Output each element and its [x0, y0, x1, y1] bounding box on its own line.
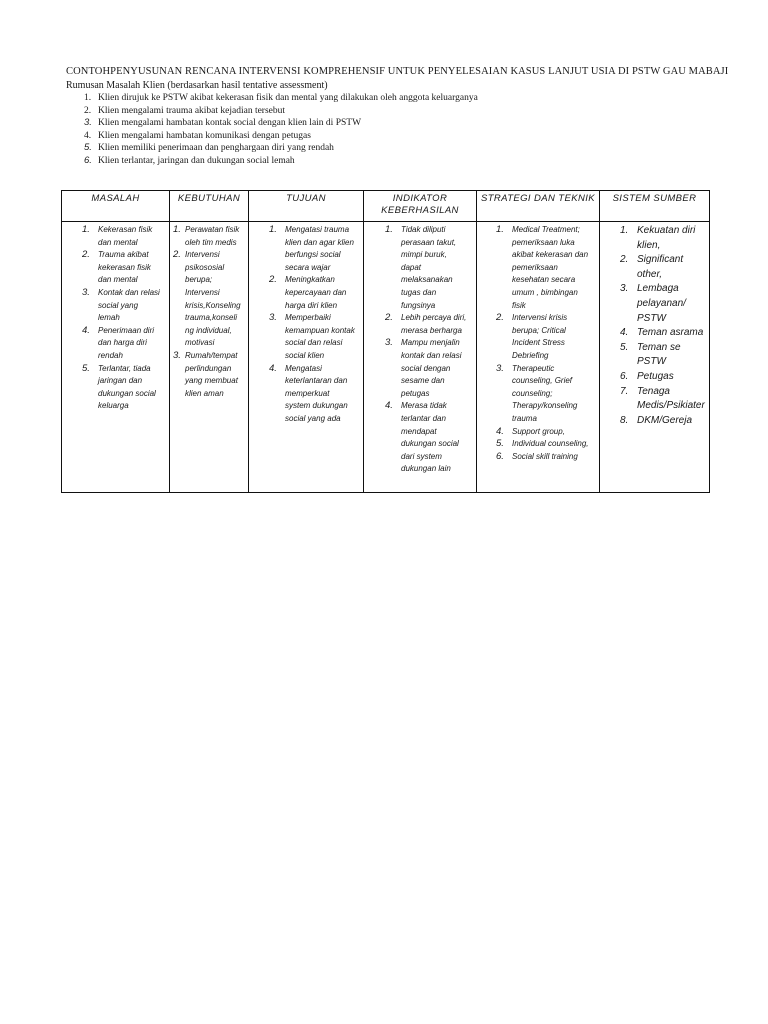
item-line: Individual counseling, — [512, 439, 589, 449]
item-line: social klien — [285, 350, 325, 360]
problem-item — [84, 105, 478, 118]
item-line: Incident Stress — [512, 338, 565, 348]
item-line: akibat kekerasan dan — [512, 250, 589, 260]
item-line: Kontak dan relasi — [98, 287, 160, 297]
item-line: dukungan lain — [401, 464, 451, 474]
item-line: Tidak diliputi — [401, 225, 446, 234]
item-number: 2. — [269, 274, 277, 286]
item-line: pemeriksaan luka — [512, 237, 575, 247]
item-line: kemampuan kontak — [285, 325, 355, 335]
problem-text: Klien mengalami hambatan kontak social dengan klien lain di PSTW — [98, 118, 362, 129]
item-number: 4. — [269, 362, 277, 374]
problem-text: Klien mengalami trauma akibat kejadian tersebut — [98, 105, 286, 116]
item-number: 4. — [385, 400, 393, 412]
item-number: 5. — [496, 438, 504, 450]
document-subtitle: Rumusan Masalah Klien (berdasarkan hasil tentative assessment) — [66, 80, 328, 91]
problem-text: Klien memiliki penerimaan dan penghargaan diri yang rendah — [98, 143, 334, 154]
list-item — [600, 253, 709, 282]
item-line: petugas — [401, 388, 430, 398]
item-number: 8. — [620, 414, 629, 426]
item-line: kekerasan fisik — [98, 262, 151, 272]
header-kebutuhan: KEBUTUHAN — [170, 191, 249, 222]
item-number: 4. — [496, 425, 504, 437]
item-line: kesehatan secara — [512, 275, 576, 285]
problem-number: 3. — [84, 117, 92, 129]
list-item — [600, 224, 709, 253]
item-line: Kekerasan fisik — [98, 225, 153, 234]
item-line: Medis/Psikiater — [637, 400, 705, 412]
list-item — [600, 385, 709, 414]
item-line: Debriefing — [512, 350, 549, 360]
problem-number: 5. — [84, 142, 92, 154]
item-line: dan harga diri — [98, 338, 147, 348]
item-line: berfungsi social — [285, 250, 341, 260]
item-line: klien, — [637, 239, 661, 251]
list-item — [364, 400, 476, 476]
item-number: 1. — [620, 225, 629, 236]
list-item — [600, 282, 709, 326]
item-line: Social skill training — [512, 451, 578, 461]
problem-list — [84, 92, 478, 168]
item-line: DKM/Gereja — [637, 414, 693, 426]
item-line: Trauma akibat — [98, 250, 149, 260]
problem-number: 1. — [84, 93, 92, 103]
item-line: Lebih percaya diri, — [401, 313, 467, 323]
list-item — [170, 249, 248, 350]
item-line: psikososial — [185, 262, 225, 272]
item-number: 2. — [620, 254, 629, 266]
item-line: Perawatan fisik — [185, 225, 240, 234]
item-line: dukungan social — [98, 388, 156, 398]
item-line: Teman se — [637, 341, 681, 353]
item-line: ng individual, — [185, 325, 232, 335]
item-number: 1. — [385, 224, 393, 235]
item-line: umum , bimbingan — [512, 287, 578, 297]
list-item — [249, 363, 363, 426]
item-number: 1. — [173, 224, 181, 235]
header-strategi: STRATEGI DAN TEKNIK — [477, 191, 600, 222]
item-line: counseling, Grief — [512, 376, 573, 386]
item-line: berupa; Critical — [512, 325, 566, 335]
item-line: klien aman — [185, 388, 224, 398]
item-line: pelayanan/ — [637, 297, 686, 309]
item-line: kontak dan relasi — [401, 350, 462, 360]
item-line: Intervensi — [185, 287, 220, 297]
item-line: Meningkatkan — [285, 275, 335, 285]
item-line: yang membuat — [185, 376, 238, 386]
item-number: 4. — [82, 324, 90, 336]
item-line: social dengan — [401, 363, 451, 373]
item-line: Kekuatan diri — [637, 225, 696, 236]
table-header-row — [62, 191, 710, 222]
header-tujuan: TUJUAN — [249, 191, 364, 222]
item-line: fungsinya — [401, 300, 436, 310]
item-line: pemeriksaan — [512, 262, 558, 272]
item-number: 7. — [620, 385, 629, 397]
problem-number: 2. — [84, 105, 92, 116]
item-line: Terlantar, tiada — [98, 363, 151, 373]
item-line: terlantar dan — [401, 413, 446, 423]
item-line: dapat — [401, 262, 422, 272]
item-number: 5. — [82, 362, 90, 374]
list-item — [364, 312, 476, 337]
item-line: harga diri klien — [285, 300, 338, 310]
item-line: Therapeutic — [512, 363, 555, 373]
list-item — [170, 224, 248, 249]
item-line: PSTW — [637, 356, 666, 368]
item-number: 3. — [496, 362, 504, 374]
list-item — [600, 341, 709, 370]
problem-text: Klien dirujuk ke PSTW akibat kekerasan fisik dan mental yang dilakukan oleh anggota keluarganya — [98, 93, 478, 103]
item-line: dari system — [401, 451, 442, 461]
item-line: jaringan dan — [98, 376, 143, 386]
cell-kebutuhan — [170, 222, 249, 493]
item-number: 3. — [82, 286, 90, 298]
list-item — [477, 451, 599, 464]
item-line: social yang — [98, 300, 139, 310]
item-line: Mampu menjalin — [401, 338, 460, 348]
item-line: oleh tim medis — [185, 237, 237, 247]
cell-masalah — [62, 222, 170, 493]
item-number: 1. — [269, 224, 277, 235]
item-line: Intervensi krisis — [512, 313, 568, 323]
item-line: krisis,Konseling — [185, 300, 241, 310]
item-line: Therapy/konseling — [512, 401, 578, 411]
item-number: 2. — [385, 312, 393, 324]
item-number: 2. — [82, 249, 90, 261]
document-title: CONTOHPENYUSUNAN RENCANA INTERVENSI KOMPREHENSIF UNTUK PENYELESAIAN KASUS LANJUT USIA DI PSTW GAU MABAJI — [66, 66, 729, 77]
item-line: Memperbaiki — [285, 313, 331, 323]
list-item — [249, 274, 363, 312]
problem-text: Klien terlantar, jaringan dan dukungan social lemah — [98, 155, 295, 166]
item-line: Merasa tidak — [401, 401, 447, 411]
item-line: rendah — [98, 350, 123, 360]
list-item — [62, 363, 169, 413]
item-number: 1. — [82, 224, 90, 235]
list-item — [249, 312, 363, 362]
list-item — [600, 414, 709, 429]
list-item — [477, 438, 599, 451]
item-number: 3. — [173, 349, 181, 361]
item-line: motivasi — [185, 338, 215, 348]
header-sistem-sumber: SISTEM SUMBER — [600, 191, 710, 222]
header-indikator: INDIKATOR KEBERHASILAN — [364, 191, 477, 222]
list-item — [249, 224, 363, 274]
item-line: merasa berharga — [401, 325, 462, 335]
item-number: 6. — [620, 370, 629, 382]
cell-sistem-sumber — [600, 222, 710, 493]
problem-item — [84, 142, 478, 155]
item-line: Tenaga — [637, 385, 670, 397]
list-item — [477, 426, 599, 439]
intervention-table — [61, 190, 710, 493]
list-item — [600, 326, 709, 341]
item-line: tugas dan — [401, 287, 437, 297]
item-line: dukungan social — [401, 439, 459, 449]
item-line: social yang ada — [285, 413, 341, 423]
item-line: keluarga — [98, 401, 129, 411]
item-line: Mengatasi trauma — [285, 225, 350, 234]
list-item — [600, 370, 709, 385]
cell-indikator — [364, 222, 477, 493]
item-line: trauma — [512, 413, 537, 423]
item-line: perlindungan — [185, 363, 232, 373]
header-masalah: MASALAH — [62, 191, 170, 222]
list-item — [170, 350, 248, 400]
item-line: Mengatasi — [285, 363, 322, 373]
item-line: berupa; — [185, 275, 213, 285]
item-line: mendapat — [401, 426, 437, 436]
problem-item — [84, 155, 478, 168]
item-line: klien dan agar klien — [285, 237, 354, 247]
item-line: Rumah/tempat — [185, 350, 238, 360]
list-item — [477, 224, 599, 312]
list-item — [62, 249, 169, 287]
list-item — [477, 363, 599, 426]
item-number: 5. — [620, 341, 629, 353]
list-item — [62, 287, 169, 325]
item-line: sesame dan — [401, 376, 445, 386]
item-line: counseling; — [512, 388, 553, 398]
list-item — [62, 325, 169, 363]
problem-item — [84, 92, 478, 105]
list-item — [62, 224, 169, 249]
item-number: 1. — [496, 224, 504, 235]
problem-number: 4. — [84, 130, 92, 141]
item-line: perasaan takut, — [401, 237, 457, 247]
item-line: trauma,konseli — [185, 313, 238, 323]
list-item — [364, 337, 476, 400]
item-line: Intervensi — [185, 250, 220, 260]
item-line: Petugas — [637, 370, 674, 382]
item-line: keterlantaran dan — [285, 376, 348, 386]
item-line: Penerimaan diri — [98, 325, 155, 335]
problem-item — [84, 117, 478, 130]
list-item — [477, 312, 599, 362]
item-number: 3. — [385, 337, 393, 349]
item-line: fisik — [512, 300, 526, 310]
item-line: PSTW — [637, 312, 666, 324]
item-line: Support group, — [512, 426, 565, 436]
item-line: Lembaga — [637, 283, 679, 295]
problem-item — [84, 130, 478, 143]
item-line: dan mental — [98, 275, 138, 285]
item-line: Teman asrama — [637, 327, 704, 339]
problem-text: Klien mengalami hambatan komunikasi dengan petugas — [98, 130, 311, 141]
table-row — [62, 222, 710, 493]
item-line: Significant other, — [637, 254, 684, 280]
item-line: lemah — [98, 313, 120, 323]
item-line: system dukungan — [285, 401, 348, 411]
item-line: secara wajar — [285, 262, 331, 272]
item-number: 3. — [269, 312, 277, 324]
item-number: 6. — [496, 450, 504, 462]
item-line: dan mental — [98, 237, 138, 247]
problem-number: 6. — [84, 154, 92, 166]
cell-strategi — [477, 222, 600, 493]
item-line: Medical Treatment; — [512, 225, 580, 234]
item-line: mimpi buruk, — [401, 250, 447, 260]
item-line: kepercayaan dan — [285, 287, 347, 297]
item-number: 2. — [173, 249, 181, 261]
item-line: social dan relasi — [285, 338, 343, 348]
item-line: memperkuat — [285, 388, 330, 398]
list-item — [364, 224, 476, 312]
item-number: 2. — [496, 312, 504, 324]
item-number: 4. — [620, 327, 629, 339]
cell-tujuan — [249, 222, 364, 493]
item-line: melaksanakan — [401, 275, 453, 285]
item-number: 3. — [620, 283, 629, 295]
